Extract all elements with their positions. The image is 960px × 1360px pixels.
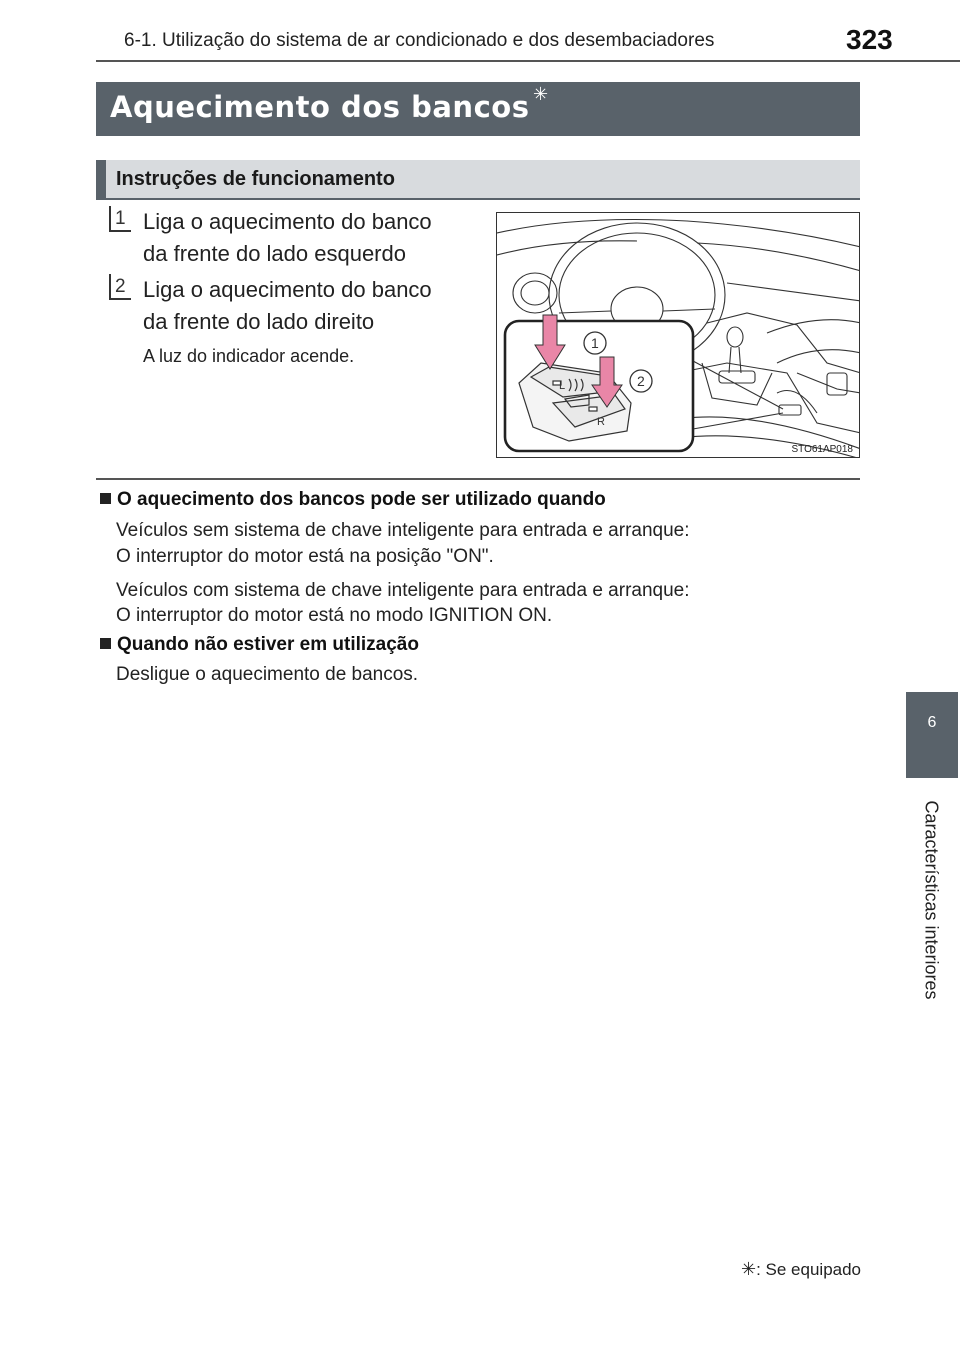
section-accent [96,160,106,198]
page-number: 323 [846,24,893,55]
section-heading: Instruções de funcionamento [116,168,395,190]
step-note: A luz do indicador acende. [143,346,355,366]
note-1-heading: O aquecimento dos bancos pode ser utilizado quando [100,489,606,511]
chapter-tab [906,692,958,778]
section-divider [96,478,860,480]
chapter-number: 6 [927,714,937,731]
header-divider [96,60,960,62]
illustration-code: STO61AP018 [791,444,853,455]
note-2-paragraph-1: Desligue o aquecimento de bancos. [116,664,419,685]
note-2-heading: Quando não estiver em utilização [100,634,419,656]
callout-2-label: 2 [637,373,645,389]
equipped-marker-icon: ✳ [741,1259,757,1279]
dashboard-drawing [497,213,860,458]
square-bullet-icon [100,493,111,504]
running-header: 6-1. Utilização do sistema de ar condicionado e dos desembaciadores [124,30,715,51]
page-title: Aquecimento dos bancos [110,90,530,124]
note-1-paragraph-1-line-2: O interruptor do motor está na posição "ON". [116,546,494,567]
equipped-marker-icon: ✳ [533,84,549,104]
step-2-icon: 2 [109,274,131,300]
square-bullet-icon [100,638,111,649]
note-1-paragraph-2-line-1: Veículos com sistema de chave inteligente para entrada e arranque: [116,580,690,601]
step-1-icon: 1 [109,206,131,232]
callout-1-label: 1 [591,335,599,351]
chapter-label: Características interiores [921,800,942,1000]
page-title-bar [96,82,860,136]
footnote: ✳: Se equipado [741,1259,862,1279]
step-1-text: Liga o aquecimento do banco da frente do lado esquerdo [143,209,432,266]
note-1-paragraph-1-line-1: Veículos sem sistema de chave inteligente para entrada e arranque: [116,520,690,541]
note-1-paragraph-2-line-2: O interruptor do motor está no modo IGNITION ON. [116,605,553,626]
left-button-label: L [559,380,566,392]
right-button-label: R [597,416,605,428]
seat-heater-illustration [496,212,860,458]
section-heading-bar [96,160,860,200]
step-2-text: Liga o aquecimento do banco da frente do lado direito [143,277,432,334]
